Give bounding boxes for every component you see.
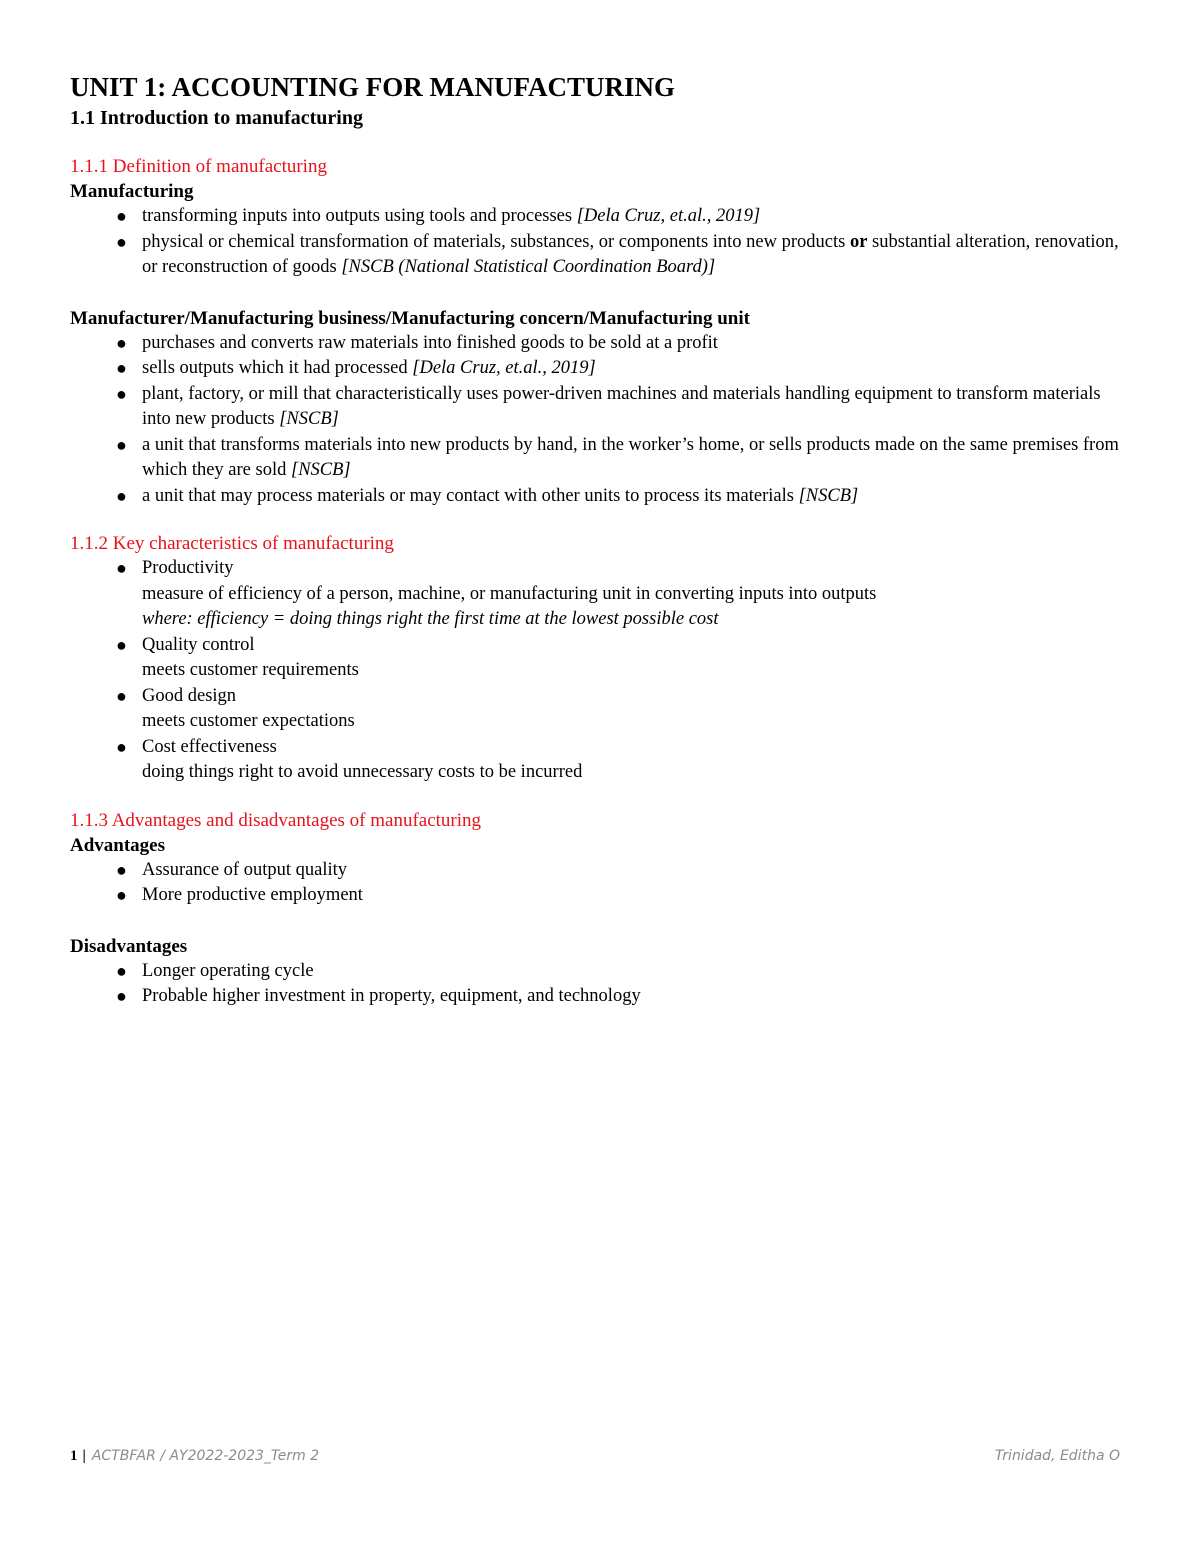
item-text: Assurance of output quality [142,859,347,880]
bullet-icon: ● [116,736,127,757]
subsection-heading: 1.1.1 Definition of manufacturing [70,156,327,177]
item-text: purchases and converts raw materials into finished goods to be sold at a profit [142,332,718,353]
item-note: where: efficiency = doing things right the first time at the lowest possible cost [142,609,719,629]
bullet-icon: ● [116,332,127,353]
item-text: transforming inputs into outputs using tools and processes [142,206,577,226]
bullet-icon: ● [116,685,127,706]
item-title: Quality control [142,634,255,655]
section-title: 1.1 Introduction to manufacturing [70,107,363,129]
list-item [70,959,1130,985]
item-description: doing things right to avoid unnecessary costs to be incurred [142,762,583,782]
subsection-characteristics [70,531,1130,786]
page-footer [70,1446,1120,1466]
footer-left [70,1446,319,1466]
bullet-icon: ● [116,231,127,252]
bullet-icon: ● [116,885,127,905]
bullet-icon: ● [116,558,127,578]
list-item [70,633,1130,684]
bullet-icon: ● [116,485,127,506]
manufacturing-label: Manufacturing [70,181,194,202]
page-number: 1 [70,1448,78,1464]
item-bold-text: or [849,231,868,252]
item-text: substantial alteration, renovation, or reconstruction of goods [142,231,1119,277]
footer-author: Trinidad, Editha O [994,1448,1120,1464]
bullet-icon: ● [116,634,127,655]
subsection-definition [70,154,1130,509]
subsection-heading: 1.1.2 Key characteristics of manufacturing [70,533,394,554]
citation: [Dela Cruz, et.al., 2019] [412,358,596,378]
characteristics-list [70,556,1130,786]
list-item [70,684,1130,735]
list-item [70,204,1130,230]
list-item [70,433,1130,484]
bullet-icon: ● [116,358,127,378]
list-item [70,984,1130,1010]
item-title: Cost effectiveness [142,736,277,757]
list-item [70,556,1130,633]
item-text: a unit that transforms materials into new products by hand, in the worker’s home, or sells products made on the same premises from which they are sold [142,434,1119,480]
manufacturer-label: Manufacturer/Manufacturing business/Manufacturing concern/Manufacturing unit [70,307,750,329]
list-item [70,331,1130,357]
subsection-heading: 1.1.3 Advantages and disadvantages of manufacturing [70,809,482,831]
footer-course: ACTBFAR / AY2022-2023_Term 2 [91,1448,320,1464]
unit-title: UNIT 1: ACCOUNTING FOR MANUFACTURING [70,72,676,102]
footer-separator: | [82,1448,86,1464]
citation: [NSCB] [291,460,351,480]
manufacturer-definition-list [70,331,1130,510]
citation: [NSCB] [279,409,339,429]
list-item [70,883,1130,909]
item-description: meets customer expectations [142,711,355,731]
item-text: plant, factory, or mill that characteristically uses power-driven machines and materials handling equipment to transform materials into new products [142,383,1101,429]
disadvantages-label: Disadvantages [70,935,188,957]
bullet-icon: ● [116,206,127,226]
list-item [70,484,1130,510]
list-item [70,382,1130,433]
citation: [NSCB] [798,485,859,506]
advantages-list [70,858,1130,909]
list-item [70,356,1130,382]
item-text: More productive employment [142,885,363,905]
item-text: physical or chemical transformation of materials, substances, or components into new products [142,231,850,252]
citation: [NSCB (National Statistical Coordination Board)] [341,257,716,277]
bullet-icon: ● [116,960,127,981]
bullet-icon: ● [116,986,127,1006]
advantages-label: Advantages [70,834,166,856]
item-text: Longer operating cycle [142,960,314,981]
citation: [Dela Cruz, et.al., 2019] [576,206,761,226]
subsection-advantages [70,808,1130,1010]
item-text: Probable higher investment in property, equipment, and technology [142,986,641,1006]
bullet-icon: ● [116,383,127,404]
item-description: meets customer requirements [142,660,359,680]
item-description: measure of efficiency of a person, machine, or manufacturing unit in converting inputs into outputs [142,583,877,604]
disadvantages-list [70,959,1130,1010]
bullet-icon: ● [116,434,127,455]
bullet-icon: ● [116,859,127,880]
list-item [70,858,1130,884]
item-title: Good design [142,685,237,706]
document-page [70,70,1130,1032]
list-item [70,735,1130,786]
item-title: Productivity [142,558,234,578]
item-text: sells outputs which it had processed [142,358,413,378]
item-text: a unit that may process materials or may contact with other units to process its materials [142,485,799,506]
list-item [70,230,1130,281]
manufacturing-definition-list [70,204,1130,281]
